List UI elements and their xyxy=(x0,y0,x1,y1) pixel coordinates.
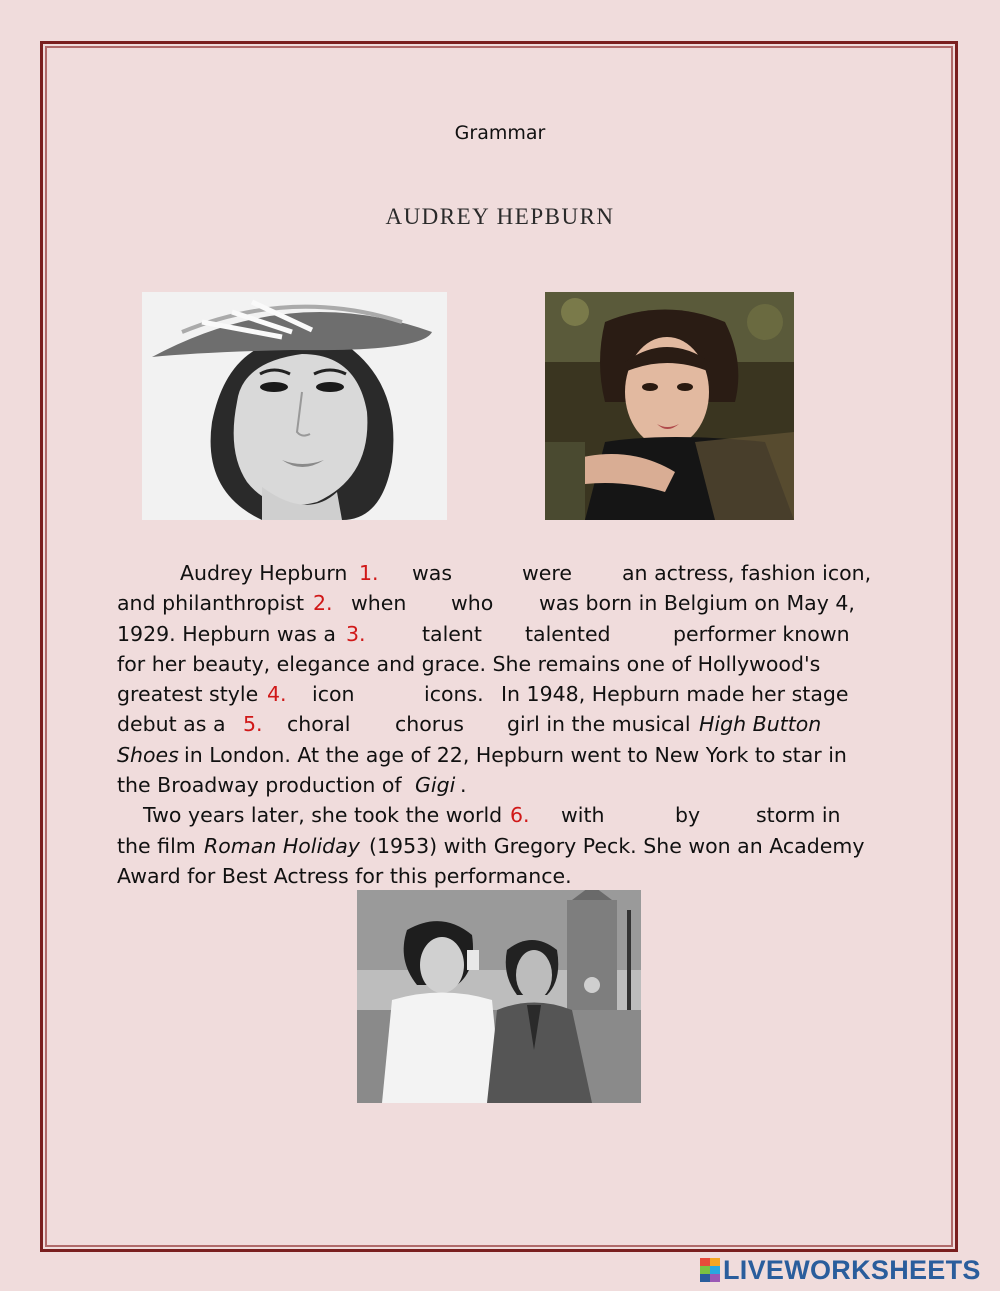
text-segment: girl in the musical xyxy=(507,712,691,737)
answer-option[interactable]: when xyxy=(351,591,407,616)
paragraph-line xyxy=(117,588,877,618)
answer-option[interactable]: with xyxy=(561,803,605,828)
paragraph-line xyxy=(117,558,877,588)
paragraph-line xyxy=(117,649,877,679)
gap-number-3: 3. xyxy=(346,621,366,646)
text-segment: the Broadway production of xyxy=(117,773,402,798)
text-segment: Two years later, she took the world xyxy=(143,803,503,828)
paragraph xyxy=(117,558,877,891)
text-segment: High Button xyxy=(699,712,822,737)
gap-number-5: 5. xyxy=(243,712,263,737)
worksheet-subtitle: Grammar xyxy=(454,122,546,144)
text-segment: debut as a xyxy=(117,712,226,737)
paragraph-line xyxy=(117,770,877,800)
answer-option[interactable]: who xyxy=(451,591,494,616)
answer-option[interactable]: icons. xyxy=(424,682,484,707)
text-segment: storm in xyxy=(756,803,841,828)
hepburn-hat-portrait-image xyxy=(142,292,447,520)
text-segment: for her beauty, elegance and grace. She remains one of Hollywood's xyxy=(117,651,821,676)
text-segment: Shoes xyxy=(117,742,179,767)
paragraph-line xyxy=(117,861,877,891)
text-segment: the film xyxy=(117,833,196,858)
answer-option[interactable]: talent xyxy=(422,621,482,646)
answer-option[interactable]: by xyxy=(675,803,701,828)
text-segment: Gigi xyxy=(415,773,456,798)
paragraph-line xyxy=(117,740,877,770)
text-segment: (1953) with Gregory Peck. She won an Academy xyxy=(369,833,865,858)
answer-option[interactable]: icon xyxy=(312,682,355,707)
paragraph-line xyxy=(117,709,877,739)
text-segment: Roman Holiday xyxy=(204,833,360,858)
paragraph-line xyxy=(117,679,877,709)
paragraph-line xyxy=(117,831,877,861)
gap-number-4: 4. xyxy=(267,682,287,707)
gap-number-1: 1. xyxy=(359,561,379,585)
text-segment: 1929. Hepburn was a xyxy=(117,621,336,646)
text-segment: and philanthropist xyxy=(117,591,305,616)
text-segment: in London. At the age of 22, Hepburn went to New York to star in xyxy=(184,742,847,767)
text-segment: In 1948, Hepburn made her stage xyxy=(501,682,849,707)
hepburn-color-portrait-image xyxy=(545,292,794,520)
liveworksheets-logo-text: LIVEWORKSHEETS xyxy=(723,1254,981,1285)
answer-option[interactable]: talented xyxy=(525,621,611,646)
answer-option[interactable]: were xyxy=(522,561,572,585)
gap-number-2: 2. xyxy=(313,591,333,616)
liveworksheets-logo-icon xyxy=(700,1258,720,1282)
paragraph-line xyxy=(117,619,877,649)
text-segment: Audrey Hepburn xyxy=(180,561,348,585)
answer-option[interactable]: chorus xyxy=(395,712,464,737)
text-segment: . xyxy=(460,773,467,798)
roman-holiday-still-image xyxy=(357,890,641,1103)
text-segment: performer known xyxy=(673,621,850,646)
answer-option[interactable]: choral xyxy=(287,712,351,737)
text-segment: Award for Best Actress for this performance. xyxy=(117,863,572,888)
gap-number-6: 6. xyxy=(510,803,530,828)
text-segment: an actress, fashion icon, xyxy=(622,561,872,585)
answer-option[interactable]: was xyxy=(412,561,453,585)
text-segment: greatest style xyxy=(117,682,259,707)
paragraph-line xyxy=(117,800,877,830)
worksheet-title: AUDREY HEPBURN xyxy=(385,204,615,229)
liveworksheets-logo[interactable] xyxy=(700,1255,981,1285)
text-segment: was born in Belgium on May 4, xyxy=(539,591,855,616)
